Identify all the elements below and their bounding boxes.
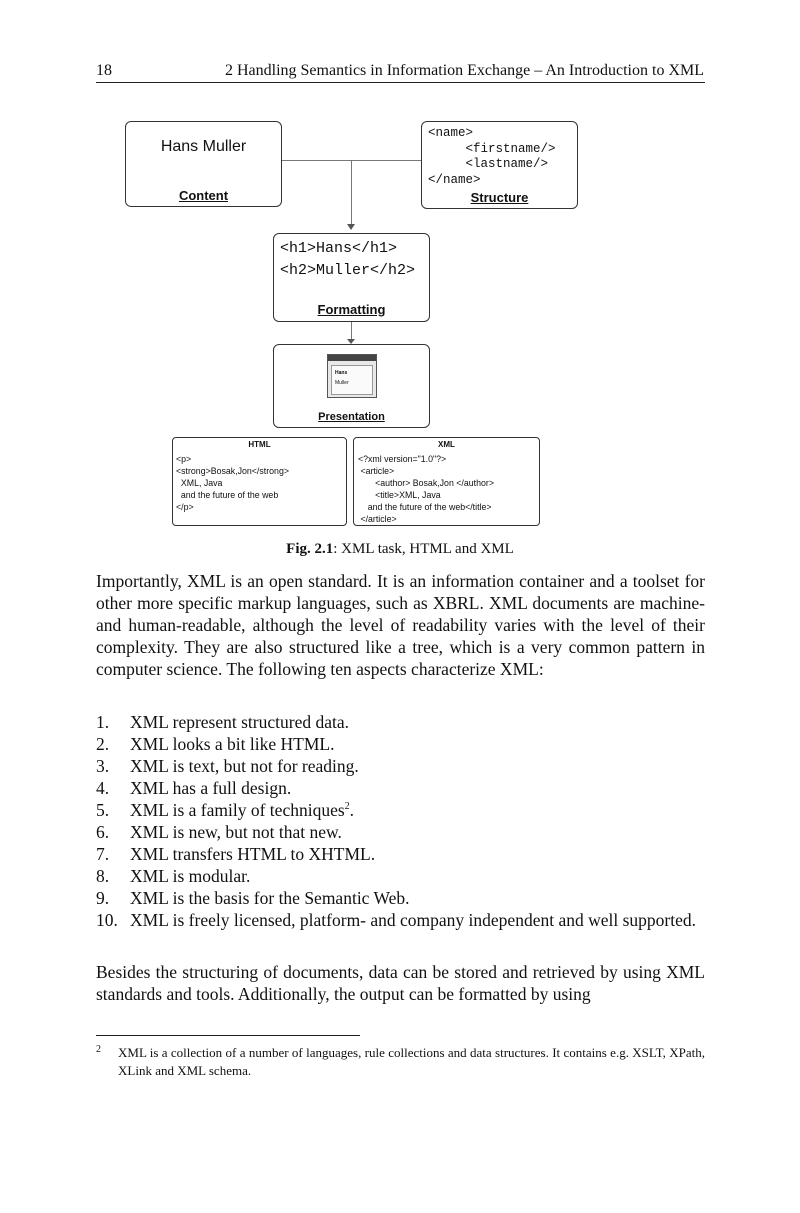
- html-box: [172, 437, 347, 526]
- list-item: 10. XML is freely licensed, platform- and company independent and well supported.: [96, 910, 696, 930]
- html-code: <p> <strong>Bosak,Jon</strong> XML, Java and the future of the web </p>: [176, 454, 289, 512]
- xml-box: [353, 437, 540, 526]
- xml-heading: XML: [438, 440, 455, 449]
- figure-caption: [0, 541, 800, 558]
- paragraph-intro: Importantly, XML is an open standard. It is an information container and a toolset for other more specific markup languages, such as XBRL. XML documents are machine- and human-readable, although the level of readability varies with the level of their complexity. They are also structured like a tree, which is a very common pattern in computer science. The following ten aspects characterize XML:: [96, 571, 705, 679]
- figure-xml-task: [0, 0, 800, 540]
- aspect-list: [96, 711, 705, 931]
- footnote-mark: 2: [96, 1044, 101, 1055]
- footnote-text: XML is a collection of a number of languages, rule collections and data structures. It contains e.g. XSLT, XPath, XLink and XML schema.: [118, 1045, 705, 1078]
- xml-code: <?xml version="1.0"?> <article> <author> Bosak,Jon </author> <title>XML, Java and the future of the web</title> </article>: [358, 454, 494, 524]
- window-line-1: Hans: [335, 370, 348, 376]
- footnote-rule: [96, 1035, 360, 1036]
- arrow-down-icon: [347, 224, 355, 230]
- connector-vertical-top: [351, 160, 352, 226]
- html-heading: HTML: [248, 440, 271, 449]
- structure-box: [421, 121, 578, 209]
- list-item: 7. XML transfers HTML to XHTML.: [96, 844, 376, 864]
- presentation-box: [273, 344, 430, 428]
- footnote-ref: 2: [344, 801, 350, 813]
- page-number: 18: [96, 62, 112, 79]
- list-item: 1. XML represent structured data.: [96, 712, 349, 732]
- list-item: 8. XML is modular.: [96, 866, 251, 886]
- list-item: 5. XML is a family of techniques$^2$.: [96, 800, 355, 820]
- list-item: 6. XML is new, but not that new.: [96, 822, 342, 842]
- list-item: 4. XML has a full design.: [96, 778, 292, 798]
- content-label: Content: [178, 188, 229, 203]
- caption-text: : XML task, HTML and XML: [333, 541, 514, 557]
- content-box: [125, 121, 282, 207]
- list-item: 3. XML is text, but not for reading.: [96, 756, 359, 776]
- structure-label: Structure: [470, 190, 529, 205]
- formatting-box: [273, 233, 430, 322]
- structure-code: <name> <firstname/> <lastname/> </name>: [428, 126, 556, 187]
- browser-window-icon: [327, 354, 377, 398]
- list-item: 2. XML looks a bit like HTML.: [96, 734, 335, 754]
- list-item: 9. XML is the basis for the Semantic Web.: [96, 888, 410, 908]
- caption-label: Fig. 2.1: [286, 541, 334, 557]
- formatting-label: Formatting: [317, 302, 386, 317]
- formatting-code: <h1>Hans</h1> <h2>Muller</h2>: [280, 240, 416, 279]
- window-line-2: Muller: [335, 380, 349, 386]
- content-text: Hans Muller: [160, 138, 247, 155]
- presentation-label: Presentation: [318, 411, 385, 423]
- footnote: [96, 1044, 705, 1080]
- running-title: 2 Handling Semantics in Information Exchange – An Introduction to XML: [224, 62, 704, 79]
- paragraph-structuring: Besides the structuring of documents, data can be stored and retrieved by using XML standards and tools. Additionally, the output can be formatted by using: [96, 962, 705, 1004]
